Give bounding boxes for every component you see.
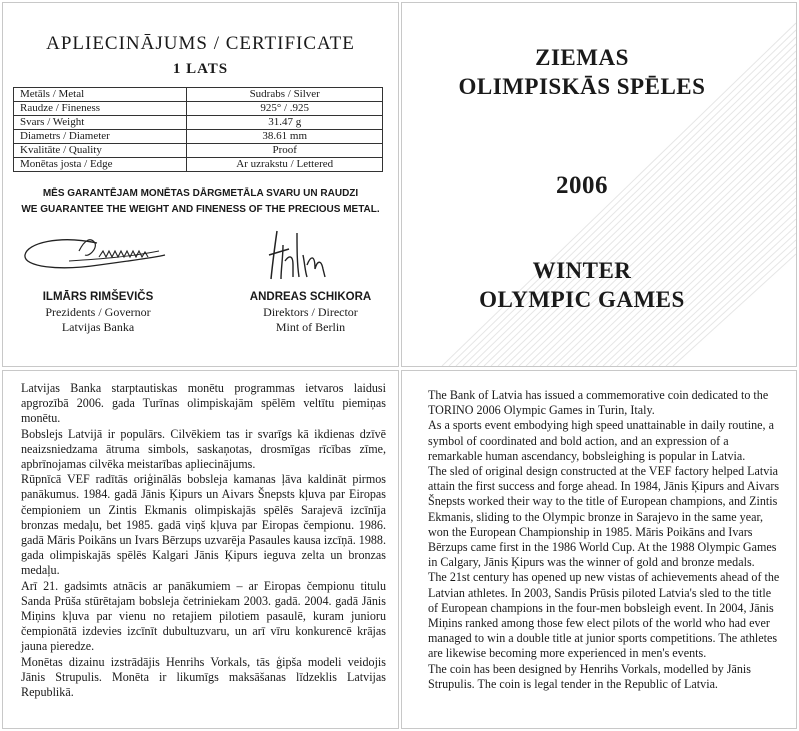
signatory-governor [13, 290, 183, 335]
cover-title-en-line2: OLYMPIC GAMES [479, 287, 685, 312]
paragraph: Rūpnīcā VEF radītās oriģinālās bobsleja kamanas ļāva kaldināt pirmos panākumus. 1984. gadā Jānis Ķipurs un Aivars Šnepsts kļuva par Eiropas čempioniem un Zintis Ekmanis olimpiskajās spēlēs Sarajevā izcīnīja bronzas medaļu, bet 1985. gadā viņš kļuva par Eiropas čempionu. 1986. gadā Māris Poikāns un Ivars Bērzups uzvarēja Pasaules kausa izcīņā. 1988. gada olimpiskajās spēlēs Kalgari Jānis Ķipurs ieguva zelta un bronzas medaļu. [21, 472, 386, 578]
cover-title-lv [432, 43, 732, 101]
cover-title-en-line1: WINTER [532, 258, 632, 283]
stripe-line [505, 86, 796, 366]
spec-row [14, 158, 383, 172]
spec-value: 925° / .925 [187, 102, 383, 116]
signatory-role: Prezidents / Governor [45, 305, 151, 319]
spec-label: Metāls / Metal [14, 88, 187, 102]
paragraph: The Bank of Latvia has issued a commemorative coin dedicated to the TORINO 2006 Olympic Games in Turin, Italy. [428, 388, 769, 418]
latvian-text-panel [2, 370, 399, 729]
spec-row [14, 102, 383, 116]
spec-row [14, 144, 383, 158]
signatory-org: Mint of Berlin [275, 320, 346, 334]
guarantee-lv: MĒS GARANTĒJAM MONĒTAS DĀRGMETĀLA SVARU UN RAUDZI [42, 188, 359, 199]
director-signature [259, 225, 331, 285]
paragraph: Latvijas Banka starptautiskas monētu programmas ietvaros laidusi apgrozībā 2006. gada Turīnas olimpiskajām spēlēm veltītu piemiņas monētu. [21, 381, 386, 426]
stripe-line [540, 121, 796, 366]
stripe-line [498, 79, 796, 366]
english-text-panel [401, 370, 797, 729]
spec-label: Kvalitāte / Quality [14, 144, 187, 158]
cover-title-en [432, 256, 732, 314]
governor-signature [19, 221, 169, 279]
spec-label: Raudze / Fineness [14, 102, 187, 116]
spec-value: 38.61 mm [187, 130, 383, 144]
spec-row [14, 116, 383, 130]
paragraph: The sled of original design constructed at the VEF factory helped Latvia attain the first success and forge ahead. In 1984, Jānis Ķipurs and Aivars Šnepsts worked their way to the title of European champions, and Zintis Ekmanis, sliding to the Olympic bronze in Sarajevo in the same year, won the European Championship in 1985. Māris Poikāns and Ivars Bērzups came first in the 1986 World Cup. At the 1988 Olympic Games in Calgary, Jānis Ķipurs was the winner of gold and bronze medals. [428, 464, 780, 570]
spec-label: Diametrs / Diameter [14, 130, 187, 144]
specifications-table [13, 87, 383, 172]
spec-row [14, 88, 383, 102]
guarantee-statement [3, 186, 398, 218]
spec-label: Monētas josta / Edge [14, 158, 187, 172]
cover-title-lv-line2: OLIMPISKĀS SPĒLES [458, 74, 706, 99]
spec-row [14, 130, 383, 144]
paragraph: Arī 21. gadsimts atnācis ar panākumiem – ar Eiropas čempionu titulu Sanda Prūša stūrētajam bobsleja četriniekam 2003. gadā. 2004. gadā Jānis Miņins kļuva par vienu no retajiem pilotiem pasaulē, kuram junioru čempionātā izdevies izcīnīt dubultuzvaru, un arī vīru konkurencē krājas jauna pieredze. [21, 578, 386, 654]
cover-title-lv-line1: ZIEMAS [535, 45, 629, 70]
spec-value: Sudrabs / Silver [187, 88, 383, 102]
certificate-panel [2, 2, 399, 367]
coin-denomination: 1 LATS [172, 61, 229, 77]
signatory-name: ILMĀRS RIMŠEVIČS [42, 291, 154, 303]
spec-value: 31.47 g [187, 116, 383, 130]
spec-value: Ar uzrakstu / Lettered [187, 158, 383, 172]
stripe-line [477, 58, 796, 366]
stripe-line [491, 72, 796, 366]
latvian-text [21, 381, 386, 700]
english-text [428, 388, 782, 692]
paragraph: The coin has been designed by Henrihs Vorkals, modelled by Jānis Strupulis. The coin is legal tender in the Republic of Latvia. [428, 661, 751, 691]
spec-label: Svars / Weight [14, 116, 187, 130]
cover-year: 2006 [556, 172, 608, 199]
stripe-line [519, 100, 796, 366]
cover-panel [401, 2, 797, 367]
signatory-director [228, 290, 393, 335]
paragraph: Bobslejs Latvijā ir populārs. Cilvēkiem tas ir svarīgs kā ikdienas dzīvē neaizsniedzama ātruma simbols, saskaņotas, drosmīgas rīcības zīme, apbrīnojamas cilvēka meistarības apliecinājums. [21, 426, 386, 472]
paragraph: As a sports event embodying high speed unattainable in daily routine, a symbol of coordinated and bold action, and an expression of a remarkable human ascendancy, bobsleighing is popular in Latvia. [428, 418, 774, 463]
signatory-name: ANDREAS SCHIKORA [249, 291, 372, 303]
stripe-line [484, 65, 796, 366]
certificate-title: APLIECINĀJUMS / CERTIFICATE [46, 33, 355, 54]
signatory-org: Latvijas Banka [61, 320, 135, 334]
guarantee-en: WE GUARANTEE THE WEIGHT AND FINENESS OF THE PRECIOUS METAL. [21, 204, 380, 215]
spec-value: Proof [187, 144, 383, 158]
paragraph: Monētas dizainu izstrādājis Henrihs Vorkals, tās ģipša modeli veidojis Jānis Strupulis. Monēta ir likumīgs maksāšanas līdzeklis Latvijas Republikā. [21, 654, 386, 700]
signatory-role: Direktors / Director [263, 305, 358, 319]
paragraph: The 21st century has opened up new vistas of achievements ahead of the Latvian athletes. In 2003, Sandis Prūsis piloted Latvia's sled to the title of European champions in the four-men bobsleigh event. In 2004, Jānis Miņins ranked among those few elect pilots of the world who had ever managed to win a double title at junior sports competitions. The athletes are likewise becoming more experienced in men's events. [428, 570, 780, 661]
